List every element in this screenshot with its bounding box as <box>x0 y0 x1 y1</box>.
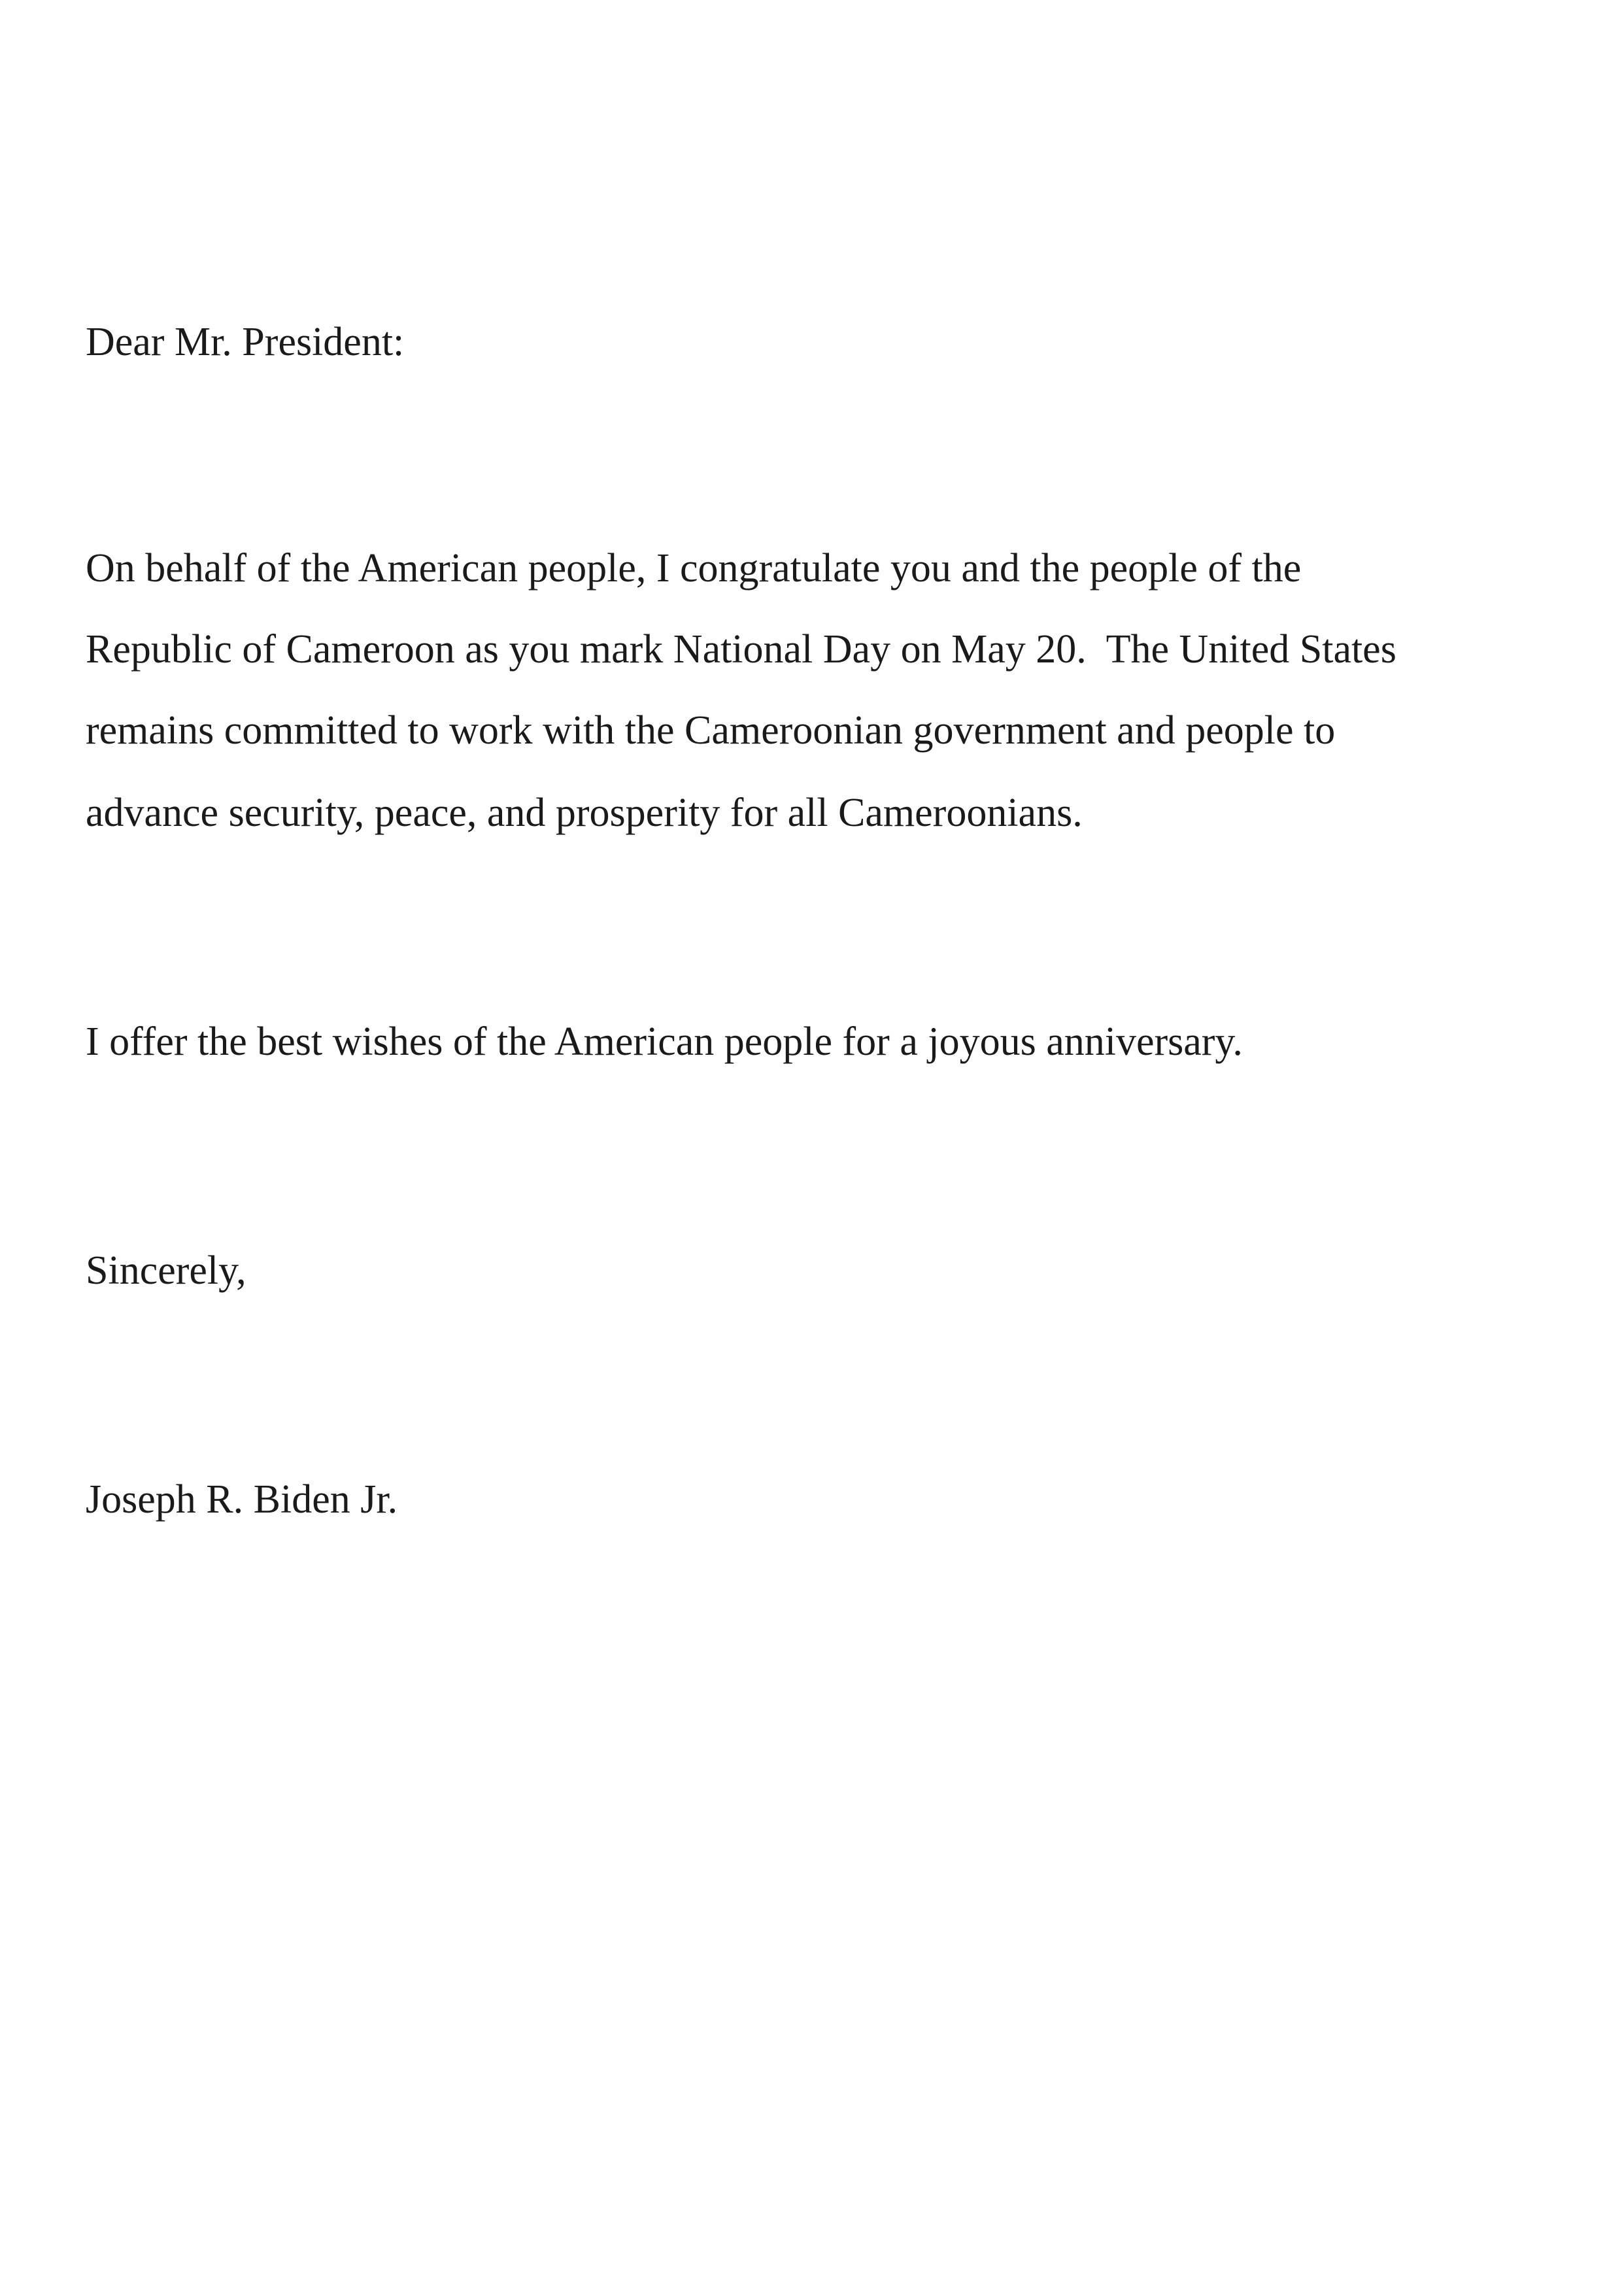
paragraph-best-wishes: I offer the best wishes of the American people for a joyous anniversary. <box>86 1019 1243 1064</box>
signature-name: Joseph R. Biden Jr. <box>86 1477 398 1522</box>
paragraph-line: remains committed to work with the Cameroonian government and people to <box>86 708 1336 753</box>
closing: Sincerely, <box>86 1248 246 1293</box>
salutation: Dear Mr. President: <box>86 320 405 364</box>
paragraph-line: advance security, peace, and prosperity for all Cameroonians. <box>86 791 1083 835</box>
paragraph-line: On behalf of the American people, I congratulate you and the people of the <box>86 546 1302 591</box>
paragraph-line: Republic of Cameroon as you mark National Day on May 20. The United States <box>86 627 1396 672</box>
